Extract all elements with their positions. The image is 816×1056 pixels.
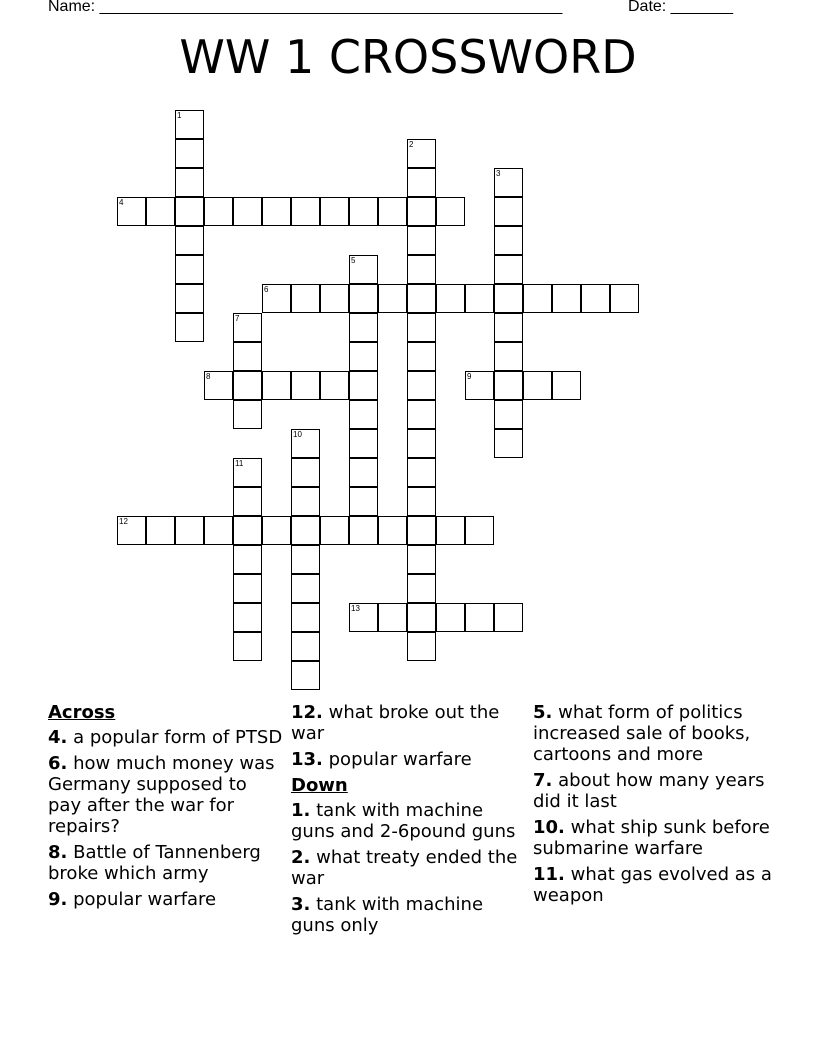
clue-number: 4. xyxy=(48,727,68,748)
crossword-cell[interactable] xyxy=(407,603,436,632)
crossword-cell[interactable] xyxy=(407,197,436,226)
clue-text: what form of politics increased sale of books, cartoons and more xyxy=(533,702,751,765)
clue-number: 3. xyxy=(291,894,311,915)
clue-number: 2. xyxy=(291,847,311,868)
crossword-cell[interactable] xyxy=(349,458,378,487)
crossword-cell[interactable] xyxy=(378,197,407,226)
clue-down-3 xyxy=(291,894,527,936)
crossword-cell[interactable] xyxy=(233,574,262,603)
crossword-cell[interactable] xyxy=(523,284,552,313)
crossword-cell[interactable] xyxy=(378,284,407,313)
cell-number: 6 xyxy=(264,285,269,294)
crossword-cell[interactable] xyxy=(494,255,523,284)
cell-number: 8 xyxy=(206,372,211,381)
clue-text: a popular form of PTSD xyxy=(73,727,283,748)
crossword-cell[interactable] xyxy=(291,458,320,487)
crossword-cell[interactable] xyxy=(291,284,320,313)
clue-number: 6. xyxy=(48,753,68,774)
crossword-cell[interactable] xyxy=(262,284,291,313)
crossword-cell[interactable] xyxy=(233,197,262,226)
crossword-cell[interactable] xyxy=(407,545,436,574)
crossword-cell[interactable] xyxy=(175,226,204,255)
crossword-cell[interactable] xyxy=(494,226,523,255)
page-title: WW 1 CROSSWORD xyxy=(179,30,637,84)
cell-number: 1 xyxy=(177,111,182,120)
crossword-cell[interactable] xyxy=(349,429,378,458)
crossword-cell[interactable] xyxy=(378,603,407,632)
clue-down-5 xyxy=(533,702,773,765)
date-field-label: Date: _______ xyxy=(628,0,733,15)
crossword-cell[interactable] xyxy=(494,313,523,342)
crossword-cell[interactable] xyxy=(117,516,146,545)
crossword-cell[interactable] xyxy=(494,284,523,313)
crossword-cell[interactable] xyxy=(407,371,436,400)
crossword-cell[interactable] xyxy=(465,516,494,545)
clue-number: 8. xyxy=(48,842,68,863)
crossword-cell[interactable] xyxy=(407,429,436,458)
crossword-cell[interactable] xyxy=(233,545,262,574)
crossword-cell[interactable] xyxy=(291,632,320,661)
crossword-cell[interactable] xyxy=(523,371,552,400)
crossword-cell[interactable] xyxy=(146,516,175,545)
crossword-cell[interactable] xyxy=(407,168,436,197)
crossword-cell[interactable] xyxy=(117,197,146,226)
crossword-cell[interactable] xyxy=(204,371,233,400)
clue-text: how much money was Germany supposed to pay after the war for repairs? xyxy=(48,753,275,837)
across-heading: Across xyxy=(48,702,116,723)
clues-column-1 xyxy=(48,702,284,915)
cell-number: 5 xyxy=(351,256,356,265)
crossword-cell[interactable] xyxy=(436,603,465,632)
crossword-cell[interactable] xyxy=(233,371,262,400)
crossword-cell[interactable] xyxy=(175,110,204,139)
crossword-cell[interactable] xyxy=(349,603,378,632)
clue-across-13 xyxy=(291,749,527,770)
crossword-cell[interactable] xyxy=(407,574,436,603)
cell-number: 11 xyxy=(235,459,244,468)
crossword-cell[interactable] xyxy=(349,284,378,313)
crossword-cell[interactable] xyxy=(291,574,320,603)
clues-column-2 xyxy=(291,702,527,941)
cell-number: 12 xyxy=(119,517,128,526)
crossword-cell[interactable] xyxy=(291,487,320,516)
crossword-cell[interactable] xyxy=(349,342,378,371)
crossword-cell[interactable] xyxy=(320,371,349,400)
crossword-cell[interactable] xyxy=(291,603,320,632)
crossword-cell[interactable] xyxy=(262,371,291,400)
crossword-cell[interactable] xyxy=(349,400,378,429)
clue-across-9 xyxy=(48,889,284,910)
clue-down-7 xyxy=(533,770,773,812)
clue-text: tank with machine guns only xyxy=(291,894,484,936)
crossword-cell[interactable] xyxy=(407,458,436,487)
cell-number: 9 xyxy=(467,372,472,381)
crossword-cell[interactable] xyxy=(291,371,320,400)
crossword-cell[interactable] xyxy=(291,516,320,545)
clue-text: what gas evolved as a weapon xyxy=(533,864,772,906)
crossword-cell[interactable] xyxy=(436,516,465,545)
crossword-cell[interactable] xyxy=(407,255,436,284)
clue-text: popular warfare xyxy=(328,749,472,770)
crossword-cell[interactable] xyxy=(581,284,610,313)
clue-text: Battle of Tannenberg broke which army xyxy=(48,842,261,884)
crossword-cell[interactable] xyxy=(465,371,494,400)
crossword-cell[interactable] xyxy=(349,487,378,516)
crossword-cell[interactable] xyxy=(494,342,523,371)
clue-number: 7. xyxy=(533,770,553,791)
crossword-cell[interactable] xyxy=(146,197,175,226)
down-heading: Down xyxy=(291,775,348,796)
crossword-cell[interactable] xyxy=(175,255,204,284)
crossword-cell[interactable] xyxy=(465,603,494,632)
crossword-cell[interactable] xyxy=(407,487,436,516)
crossword-cell[interactable] xyxy=(175,284,204,313)
clue-number: 11. xyxy=(533,864,565,885)
crossword-cell[interactable] xyxy=(233,400,262,429)
crossword-cell[interactable] xyxy=(233,603,262,632)
clue-down-10 xyxy=(533,817,773,859)
clues-column-3 xyxy=(533,702,773,911)
crossword-cell[interactable] xyxy=(233,487,262,516)
crossword-cell[interactable] xyxy=(262,197,291,226)
cell-number: 10 xyxy=(293,430,302,439)
crossword-cell[interactable] xyxy=(233,458,262,487)
clue-number: 1. xyxy=(291,800,311,821)
crossword-cell[interactable] xyxy=(175,516,204,545)
clue-down-11 xyxy=(533,864,773,906)
cell-number: 7 xyxy=(235,314,240,323)
clue-text: tank with machine guns and 2-6pound guns xyxy=(291,800,516,842)
cell-number: 4 xyxy=(119,198,124,207)
clue-text: what treaty ended the war xyxy=(291,847,518,889)
clue-text: about how many years did it last xyxy=(533,770,765,812)
crossword-cell[interactable] xyxy=(233,342,262,371)
clue-across-6 xyxy=(48,753,284,837)
crossword-cell[interactable] xyxy=(349,313,378,342)
crossword-cell[interactable] xyxy=(175,168,204,197)
crossword-cell[interactable] xyxy=(610,284,639,313)
crossword-cell[interactable] xyxy=(436,284,465,313)
crossword-cell[interactable] xyxy=(494,603,523,632)
cell-number: 3 xyxy=(496,169,501,178)
crossword-cell[interactable] xyxy=(552,371,581,400)
crossword-cell[interactable] xyxy=(407,284,436,313)
crossword-cell[interactable] xyxy=(233,516,262,545)
crossword-cell[interactable] xyxy=(175,313,204,342)
crossword-cell[interactable] xyxy=(378,516,407,545)
clue-text: what ship sunk before submarine warfare xyxy=(533,817,770,859)
clue-across-12 xyxy=(291,702,527,744)
crossword-cell[interactable] xyxy=(552,284,581,313)
crossword-cell[interactable] xyxy=(494,197,523,226)
clue-text: what broke out the war xyxy=(291,702,500,744)
clue-text: popular warfare xyxy=(73,889,217,910)
crossword-cell[interactable] xyxy=(320,516,349,545)
crossword-cell[interactable] xyxy=(349,516,378,545)
clue-across-8 xyxy=(48,842,284,884)
clue-down-1 xyxy=(291,800,527,842)
clue-number: 9. xyxy=(48,889,68,910)
crossword-cell[interactable] xyxy=(407,632,436,661)
crossword-cell[interactable] xyxy=(320,197,349,226)
clue-down-2 xyxy=(291,847,527,889)
crossword-cell[interactable] xyxy=(204,197,233,226)
crossword-cell[interactable] xyxy=(262,516,291,545)
crossword-cell[interactable] xyxy=(436,197,465,226)
crossword-cell[interactable] xyxy=(407,516,436,545)
clue-number: 13. xyxy=(291,749,323,770)
crossword-cell[interactable] xyxy=(175,139,204,168)
crossword-cell[interactable] xyxy=(233,313,262,342)
crossword-cell[interactable] xyxy=(407,313,436,342)
clue-number: 12. xyxy=(291,702,323,723)
crossword-cell[interactable] xyxy=(494,429,523,458)
crossword-cell[interactable] xyxy=(204,516,233,545)
crossword-cell[interactable] xyxy=(291,429,320,458)
crossword-cell[interactable] xyxy=(407,400,436,429)
crossword-cell[interactable] xyxy=(349,197,378,226)
crossword-cell[interactable] xyxy=(291,661,320,690)
crossword-cell[interactable] xyxy=(407,139,436,168)
crossword-cell[interactable] xyxy=(494,400,523,429)
name-field-label: Name: ____________________________________________________ xyxy=(48,0,563,15)
cell-number: 13 xyxy=(351,604,360,613)
crossword-cell[interactable] xyxy=(291,545,320,574)
clue-number: 10. xyxy=(533,817,565,838)
crossword-cell[interactable] xyxy=(233,632,262,661)
crossword-cell[interactable] xyxy=(349,255,378,284)
clue-number: 5. xyxy=(533,702,553,723)
cell-number: 2 xyxy=(409,140,414,149)
clue-across-4 xyxy=(48,727,284,748)
crossword-cell[interactable] xyxy=(407,342,436,371)
crossword-cell[interactable] xyxy=(465,284,494,313)
crossword-cell[interactable] xyxy=(349,371,378,400)
crossword-cell[interactable] xyxy=(175,197,204,226)
crossword-cell[interactable] xyxy=(494,371,523,400)
crossword-cell[interactable] xyxy=(494,168,523,197)
crossword-cell[interactable] xyxy=(407,226,436,255)
crossword-cell[interactable] xyxy=(291,197,320,226)
crossword-cell[interactable] xyxy=(320,284,349,313)
